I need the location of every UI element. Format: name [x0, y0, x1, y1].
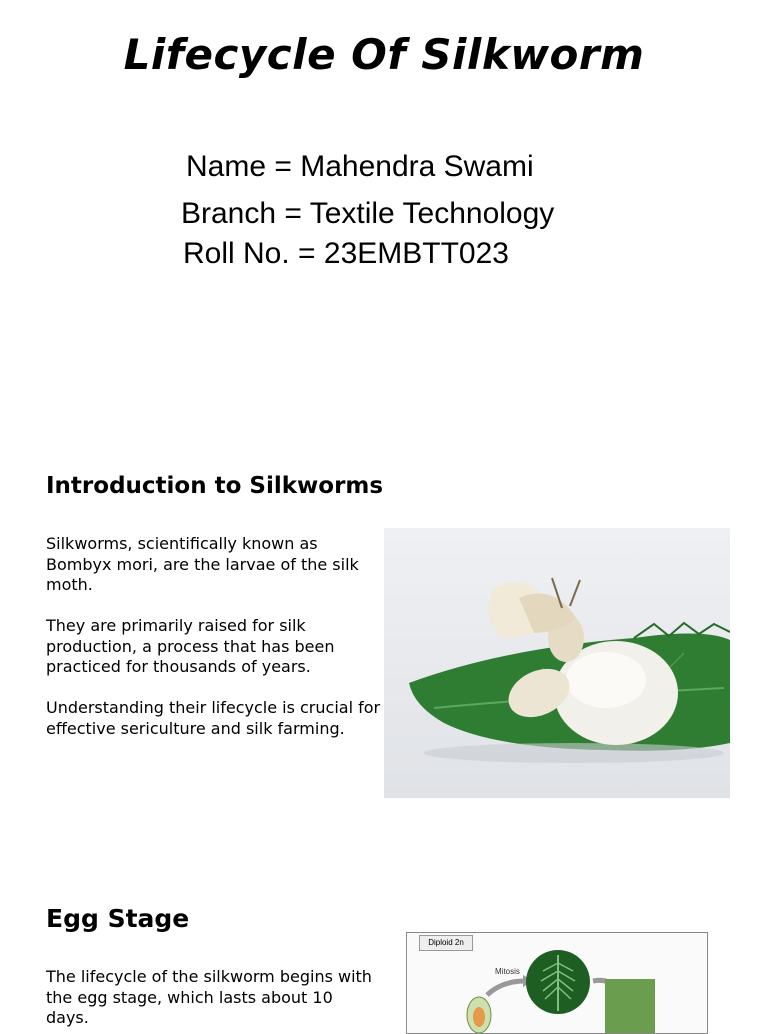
intro-heading: Introduction to Silkworms	[46, 473, 384, 499]
intro-paragraph: Silkworms, scientifically known as Bombyx mori, are the larvae of the silk moth.	[46, 534, 359, 594]
egg-stage-heading: Egg Stage	[46, 904, 190, 933]
diploid-label: Diploid 2n	[419, 935, 473, 951]
silkworm-cocoon-illustration	[384, 528, 730, 798]
egg-stage-paragraph: The lifecycle of the silkworm begins with the egg stage, which lasts about 10 days.	[46, 967, 372, 1027]
page-title: Lifecycle Of Silkworm	[123, 30, 645, 79]
student-branch: Branch = Textile Technology	[181, 197, 555, 230]
intro-paragraph: They are primarily raised for silk production, a process that has been practiced for thousands of years.	[46, 616, 335, 676]
student-name: Name = Mahendra Swami	[186, 150, 534, 183]
intro-paragraph: Understanding their lifecycle is crucial for effective sericulture and silk farming.	[46, 698, 381, 738]
student-roll-number: Roll No. = 23EMBTT023	[183, 237, 509, 270]
silkworm-cocoon-photo	[384, 528, 730, 798]
mitosis-label: Mitosis	[495, 967, 520, 976]
lifecycle-diagram-graphic	[407, 933, 707, 1033]
egg-stage-diagram	[406, 932, 708, 1034]
